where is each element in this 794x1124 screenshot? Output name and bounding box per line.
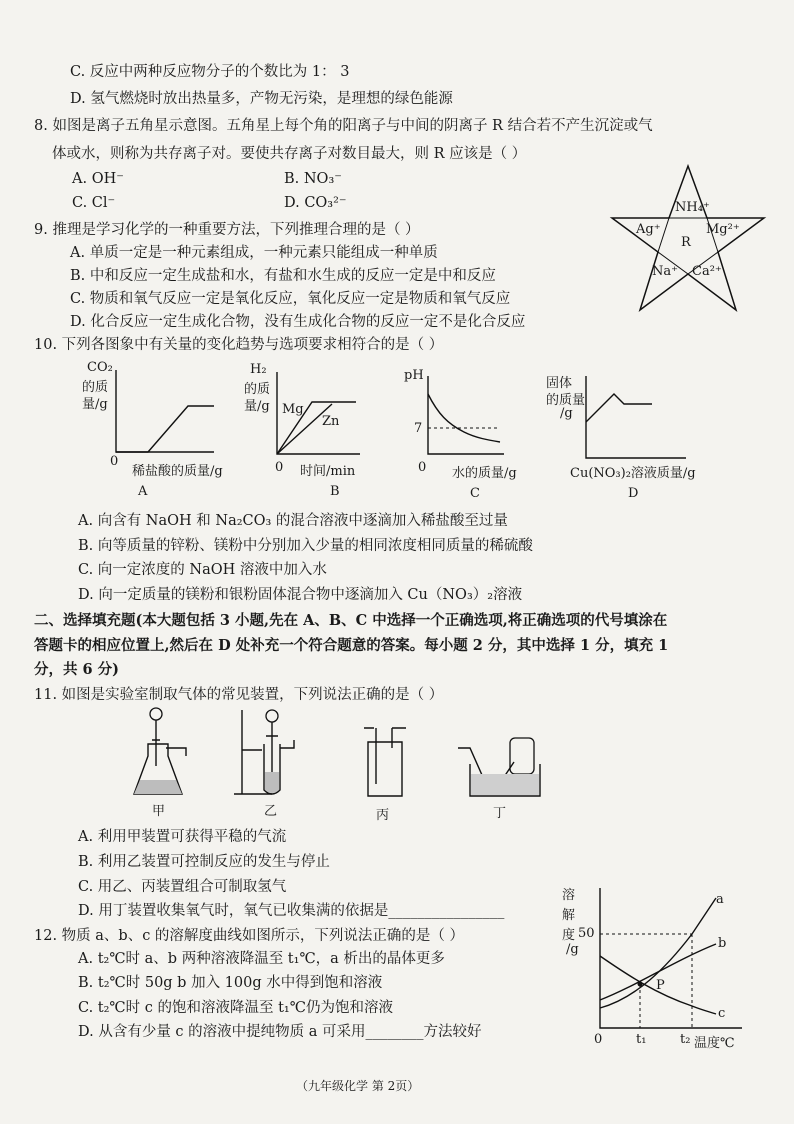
- q12-stem: 12. 物质 a、b、c 的溶解度曲线如图所示，下列说法正确的是（ ）: [34, 928, 465, 944]
- graph12-label-c: c: [718, 1006, 726, 1021]
- graph-d-ylabel1: 固体: [546, 376, 573, 391]
- graph12-xlabel: 温度℃: [694, 1036, 735, 1051]
- q9-option-b: B. 中和反应一定生成盐和水，有盐和水生成的反应一定是中和反应: [70, 268, 496, 284]
- q8-option-d: D. CO₃²⁻: [284, 195, 347, 211]
- graph12-origin: 0: [594, 1032, 603, 1047]
- graph-a-xlabel: 稀盐酸的质量/g: [132, 464, 223, 479]
- graph-c-origin: 0: [418, 460, 427, 475]
- graph12-t1: t₁: [636, 1032, 647, 1047]
- q10-option-d: D. 向一定质量的镁粉和银粉固体混合物中逐滴加入 Cu（NO₃）₂溶液: [78, 587, 523, 603]
- graph12-ylabel4: /g: [566, 942, 579, 957]
- graph-a: [110, 368, 220, 460]
- q12-option-c: C. t₂℃时 c 的饱和溶液降温至 t₁℃仍为饱和溶液: [78, 1000, 393, 1016]
- graph-d-curve: [586, 394, 652, 422]
- apparatus-label-jia: 甲: [152, 804, 166, 819]
- apparatus-ding: [456, 734, 546, 800]
- q12-option-a: A. t₂℃时 a、b 两种溶液降温至 t₁℃，a 析出的晶体更多: [78, 951, 445, 967]
- graph-a-letter: A: [138, 484, 148, 499]
- section2-line3: 分，共 6 分): [34, 661, 120, 678]
- page-footer: （九年级化学 第 2页）: [296, 1079, 420, 1093]
- q8-option-b: B. NO₃⁻: [284, 171, 342, 187]
- graph12-ylabel1: 溶: [562, 888, 576, 903]
- q9-stem: 9. 推理是学习化学的一种重要方法，下列推理合理的是（ ）: [34, 222, 420, 238]
- graph-a-ylabel3: 量/g: [82, 397, 108, 412]
- graph-d-xlabel: Cu(NO₃)₂溶液质量/g: [570, 466, 696, 481]
- q10-stem: 10. 下列各图象中有关量的变化趋势与选项要求相符合的是（ ）: [34, 337, 444, 353]
- graph-b-ylabel1: H₂: [250, 362, 267, 377]
- graph12-label-a: a: [716, 892, 724, 907]
- star-label-r: R: [681, 235, 691, 250]
- graph-b-label-mg: Mg: [282, 402, 304, 417]
- graph-d-letter: D: [628, 486, 639, 501]
- graph-c-tick-7: 7: [414, 421, 423, 436]
- star-label-na: Na⁺: [652, 264, 678, 279]
- q9-option-d: D. 化合反应一定生成化合物，没有生成化合物的反应一定不是化合反应: [70, 314, 526, 330]
- q10-option-a: A. 向含有 NaOH 和 Na₂CO₃ 的混合溶液中逐滴加入稀盐酸至过量: [78, 513, 508, 529]
- q10-option-c: C. 向一定浓度的 NaOH 溶液中加入水: [78, 562, 327, 578]
- graph-d-ylabel2: 的质量: [546, 393, 586, 408]
- star-label-ag: Ag⁺: [636, 222, 661, 237]
- q11-option-a: A. 利用甲装置可获得平稳的气流: [78, 829, 287, 845]
- graph-c-letter: C: [470, 486, 480, 501]
- graph-a-curve: [116, 406, 214, 452]
- graph-b-origin: 0: [275, 460, 284, 475]
- q12-option-b: B. t₂℃时 50g b 加入 100g 水中得到饱和溶液: [78, 975, 383, 991]
- q8-option-c: C. Cl⁻: [72, 195, 116, 211]
- graph-c-ylabel: pH: [404, 368, 424, 383]
- graph-a-ylabel2: 的质: [82, 380, 109, 395]
- graph12-ylabel2: 解: [562, 908, 576, 923]
- apparatus-label-ding: 丁: [493, 806, 507, 821]
- q11-option-c: C. 用乙、丙装置组合可制取氢气: [78, 879, 287, 895]
- graph-c: [424, 374, 508, 458]
- section2-line1: 二、选择填充题(本大题包括 3 小题,先在 A、B、C 中选择一个正确选项,将正确选项的代号填涂在: [34, 612, 668, 629]
- graph-b-xlabel: 时间/min: [300, 464, 356, 479]
- graph-d-ylabel3: /g: [560, 406, 573, 421]
- graph12-t2: t₂: [680, 1032, 691, 1047]
- q10-option-b: B. 向等质量的锌粉、镁粉中分别加入少量的相同浓度相同质量的稀硫酸: [78, 538, 533, 554]
- graph-c-xlabel: 水的质量/g: [452, 466, 517, 481]
- graph-c-curve: [428, 394, 500, 442]
- apparatus-bing: [362, 724, 408, 800]
- graph-b-label-zn: Zn: [322, 414, 340, 429]
- graph-a-origin: 0: [110, 454, 119, 469]
- star-label-nh4: NH₄⁺: [675, 200, 710, 215]
- q11-option-b: B. 利用乙装置可控制反应的发生与停止: [78, 854, 330, 870]
- apparatus-label-bing: 丙: [376, 808, 390, 823]
- star-label-ca: Ca²⁺: [692, 264, 722, 279]
- graph-d: [582, 374, 692, 462]
- graph-b-ylabel2: 的质: [244, 382, 271, 397]
- q8-option-a: A. OH⁻: [72, 171, 124, 187]
- graph12-tick-50: 50: [578, 926, 595, 941]
- q11-stem: 11. 如图是实验室制取气体的常见装置，下列说法正确的是（ ）: [34, 687, 444, 703]
- graph12-label-b: b: [718, 936, 727, 951]
- graph12-ylabel3: 度: [562, 928, 576, 943]
- q9-option-c: C. 物质和氧气反应一定是氧化反应，氧化反应一定是物质和氧气反应: [70, 291, 511, 307]
- section2-line2: 答题卡的相应位置上,然后在 D 处补充一个符合题意的答案。每小题 2 分，其中选择 1 分，填充 1: [34, 637, 669, 654]
- apparatus-label-yi: 乙: [264, 804, 278, 819]
- q8-stem-line2: 体或水，则称为共存离子对。要使共存离子对数目最大，则 R 应该是（ ）: [52, 146, 527, 162]
- graph-a-ylabel1: CO₂: [87, 360, 113, 375]
- graph-b-letter: B: [330, 484, 340, 499]
- q11-option-d: D. 用丁装置收集氧气时，氧气已收集满的依据是________________: [78, 903, 505, 919]
- star-label-mg: Mg²⁺: [706, 222, 740, 237]
- q7-option-d: D. 氢气燃烧时放出热量多，产物无污染，是理想的绿色能源: [70, 91, 453, 107]
- apparatus-yi: [232, 706, 302, 800]
- apparatus-jia: [130, 706, 190, 800]
- graph-b-ylabel3: 量/g: [244, 399, 270, 414]
- graph12-label-p: P: [656, 978, 665, 993]
- q12-option-d: D. 从含有少量 c 的溶液中提纯物质 a 可采用________方法较好: [78, 1024, 482, 1040]
- q9-option-a: A. 单质一定是一种元素组成，一种元素只能组成一种单质: [70, 245, 438, 261]
- q8-stem-line1: 8. 如图是离子五角星示意图。五角星上每个角的阳离子与中间的阴离子 R 结合若不产生沉淀或气: [34, 118, 653, 134]
- q7-option-c: C. 反应中两种反应物分子的个数比为 1： 3: [70, 64, 350, 80]
